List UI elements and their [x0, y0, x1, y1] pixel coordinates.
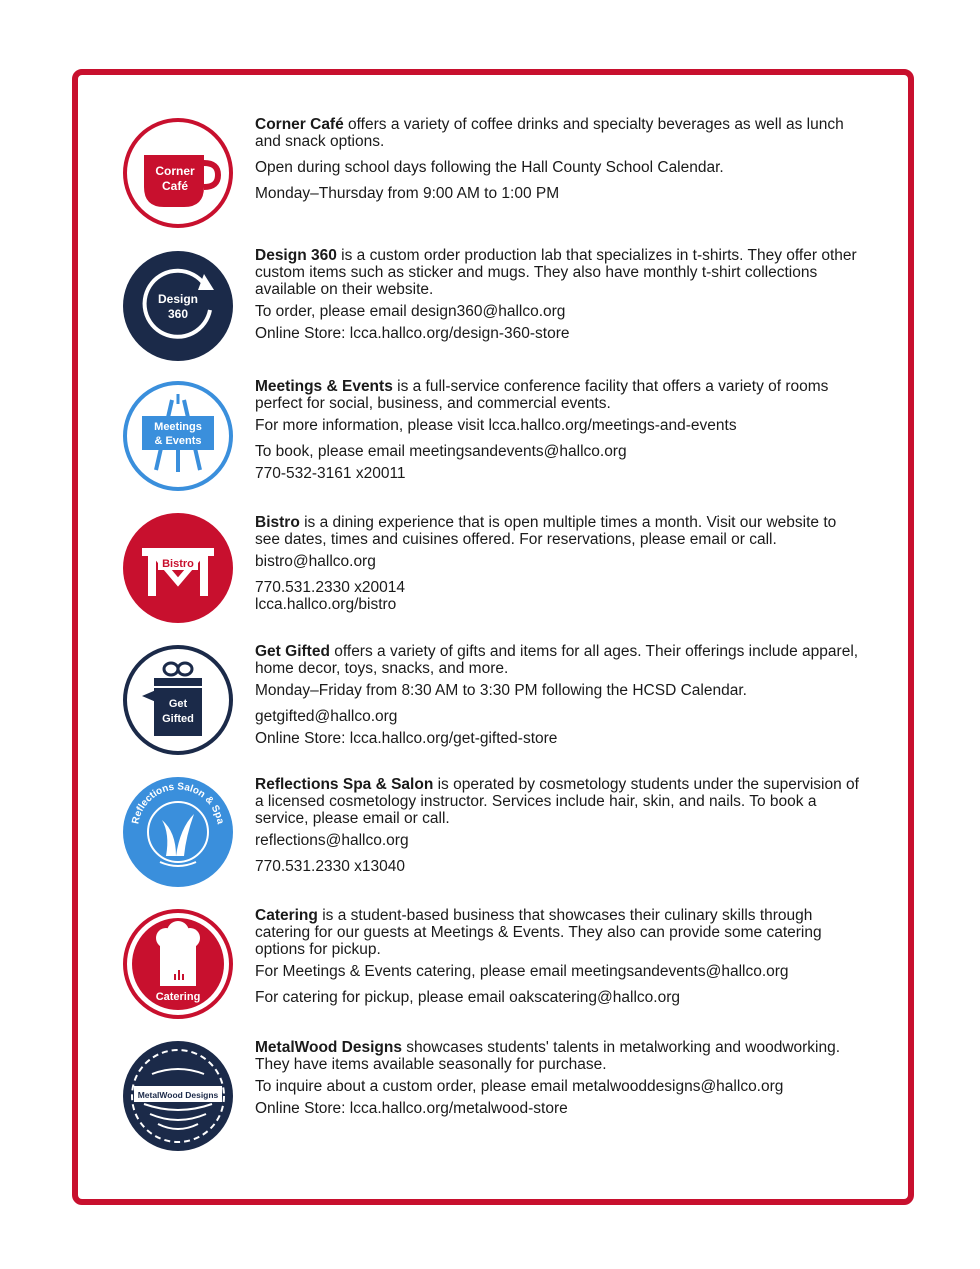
corner-cafe-desc: offers a variety of coffee drinks and specialty beverages as well as lunch and snack options. — [255, 116, 844, 150]
catering-events-email: For Meetings & Events catering, please email meetingsandevents@hallco.org — [255, 963, 789, 980]
catering-name: Catering — [255, 907, 318, 924]
metalwood-email: To inquire about a custom order, please email metalwooddesigns@hallco.org — [255, 1078, 784, 1095]
reflections-email: reflections@hallco.org — [255, 832, 409, 849]
get-gifted-logo-line1: Get — [168, 698, 188, 710]
page-border — [72, 69, 914, 1205]
metalwood-logo — [122, 1040, 234, 1152]
meetings-events-logo — [122, 380, 234, 492]
bistro-website: lcca.hallco.org/bistro — [255, 596, 397, 613]
meetings-events-name: Meetings & Events — [255, 378, 393, 395]
design-360-logo-line1: Design — [157, 292, 199, 306]
corner-cafe-logo-line1: Corner — [155, 164, 195, 178]
meetings-events-email: To book, please email meetingsandevents@hallco.org — [255, 443, 627, 460]
corner-cafe-hours: Monday–Thursday from 9:00 AM to 1:00 PM — [255, 185, 560, 202]
corner-cafe-logo-line2: Café — [161, 179, 189, 193]
corner-cafe-name: Corner Café — [255, 116, 344, 133]
bistro-name: Bistro — [255, 514, 300, 531]
meetings-events-description — [255, 378, 865, 487]
corner-cafe-description — [255, 116, 865, 207]
metalwood-desc: showcases students' talents in metalworking and woodworking. They have items available seasonally for purchase. — [255, 1039, 841, 1073]
bistro-email: bistro@hallco.org — [255, 553, 376, 570]
design-360-desc: is a custom order production lab that specializes in t-shirts. They offer other custom items such as sticker and mugs. They also have monthly t-shirt collections available on their website. — [255, 247, 857, 298]
get-gifted-name: Get Gifted — [255, 643, 330, 660]
get-gifted-logo — [122, 644, 234, 756]
bistro-logo-text: Bistro — [162, 558, 194, 570]
catering-logo-text: Catering — [155, 991, 201, 1003]
design-360-name: Design 360 — [255, 247, 337, 264]
meetings-events-desc: is a full-service conference facility that offers a variety of rooms perfect for social, business, and commercial events. — [255, 378, 829, 412]
bistro-desc: is a dining experience that is open multiple times a month. Visit our website to see dates, times and cuisines offered. For reservations, please email or call. — [255, 514, 837, 548]
corner-cafe-logo — [122, 117, 234, 229]
reflections-phone: 770.531.2330 x13040 — [255, 858, 405, 875]
corner-cafe-line: Open during school days following the Hall County School Calendar. — [255, 159, 724, 176]
design-360-logo-line2: 360 — [167, 307, 189, 321]
bistro-description — [255, 514, 865, 618]
reflections-name: Reflections Spa & Salon — [255, 776, 434, 793]
get-gifted-description — [255, 643, 865, 752]
bistro-phone: 770.531.2330 x20014 — [255, 579, 405, 596]
metalwood-description — [255, 1039, 865, 1122]
get-gifted-logo-line2: Gifted — [162, 713, 194, 725]
get-gifted-desc: offers a variety of gifts and items for all ages. Their offerings include apparel, home decor, toys, snacks, and more. — [255, 643, 859, 677]
meetings-events-phone: 770-532-3161 x20011 — [255, 465, 406, 482]
get-gifted-hours: Monday–Friday from 8:30 AM to 3:30 PM following the HCSD Calendar. — [255, 682, 747, 699]
get-gifted-email: getgifted@hallco.org — [255, 708, 398, 725]
design-360-description — [255, 247, 865, 347]
metalwood-name: MetalWood Designs — [255, 1039, 402, 1056]
catering-logo — [122, 908, 234, 1020]
reflections-logo-text: Reflections Salon & Spa — [130, 781, 226, 826]
design-360-store: Online Store: lcca.hallco.org/design-360-store — [255, 325, 570, 342]
reflections-logo — [122, 776, 234, 888]
get-gifted-store: Online Store: lcca.hallco.org/get-gifted-store — [255, 730, 558, 747]
reflections-desc: is operated by cosmetology students under the supervision of a licensed cosmetology instructor. Services include hair, skin, and nails. To book a service, please email or call. — [255, 776, 859, 827]
reflections-description — [255, 776, 865, 880]
design-360-email: To order, please email design360@hallco.org — [255, 303, 566, 320]
meetings-events-info: For more information, please visit lcca.hallco.org/meetings-and-events — [255, 417, 737, 434]
bistro-logo — [122, 512, 234, 624]
design-360-logo — [122, 250, 234, 362]
catering-description — [255, 907, 865, 1011]
meetings-logo-line1: Meetings — [154, 421, 202, 433]
catering-pickup-email: For catering for pickup, please email oakscatering@hallco.org — [255, 989, 680, 1006]
metalwood-store: Online Store: lcca.hallco.org/metalwood-store — [255, 1100, 568, 1117]
meetings-logo-line2: & Events — [154, 435, 202, 447]
catering-desc: is a student-based business that showcases their culinary skills through catering for our guests at Meetings & Events. They also can provide some catering options for pickup. — [255, 907, 822, 958]
metalwood-logo-text: MetalWood Designs — [137, 1090, 219, 1100]
